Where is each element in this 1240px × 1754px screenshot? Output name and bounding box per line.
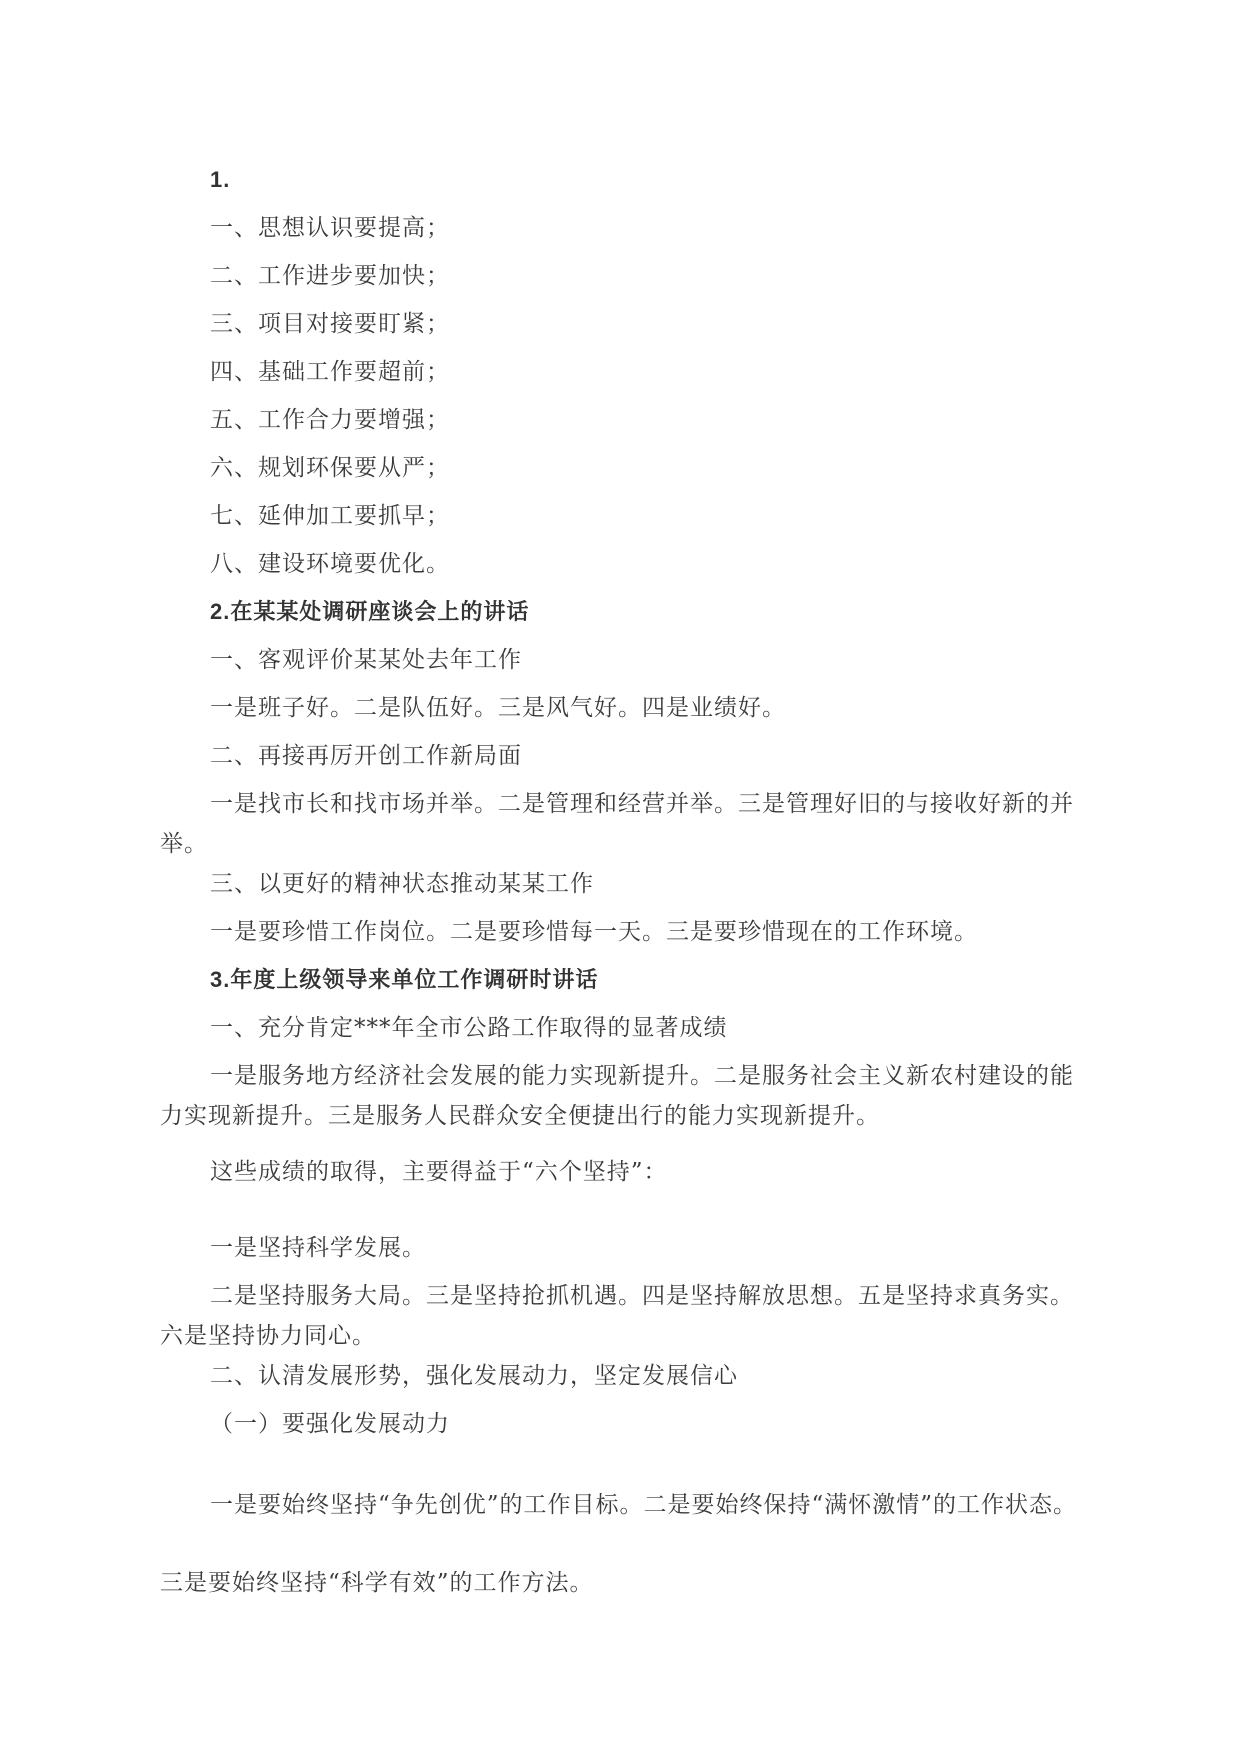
paragraph: 二是坚持服务大局。三是坚持抢抓机遇。四是坚持解放思想。五是坚持求真务实。六是坚持协力同心。 [160, 1283, 1074, 1349]
paragraph: 三、以更好的精神状态推动某某工作 [210, 871, 594, 897]
section1-heading: 1. [210, 167, 231, 192]
paragraph: （一）要强化发展动力 [210, 1411, 450, 1437]
paragraph: 一是要始终坚持“争先创优”的工作目标。二是要始终保持“满怀激情”的工作状态。三是要始终坚持“科学有效”的工作方法。 [160, 1492, 1078, 1596]
list-item: 一、思想认识要提高； [210, 215, 450, 241]
paragraph: 一、充分肯定***年全市公路工作取得的显著成绩 [210, 1015, 728, 1041]
list-item: 三、项目对接要盯紧； [210, 311, 450, 337]
paragraph: 一是服务地方经济社会发展的能力实现新提升。二是服务社会主义新农村建设的能力实现新提升。三是服务人民群众安全便捷出行的能力实现新提升。 [160, 1063, 1074, 1129]
list-item: 六、规划环保要从严； [210, 455, 450, 481]
list-item: 八、建设环境要优化。 [210, 551, 450, 577]
paragraph: 一是班子好。二是队伍好。三是风气好。四是业绩好。 [210, 695, 786, 721]
list-item: 五、工作合力要增强； [210, 407, 450, 433]
paragraph: 一是坚持科学发展。 [210, 1235, 426, 1261]
section3-heading: 3.年度上级领导来单位工作调研时讲话 [210, 967, 599, 992]
paragraph: 一、客观评价某某处去年工作 [210, 647, 522, 673]
paragraph: 一是找市长和找市场并举。二是管理和经营并举。三是管理好旧的与接收好新的并举。 [160, 791, 1074, 857]
paragraph: 二、再接再厉开创工作新局面 [210, 743, 522, 769]
list-item: 二、工作进步要加快； [210, 263, 450, 289]
section2-heading: 2.在某某处调研座谈会上的讲话 [210, 599, 530, 624]
paragraph: 二、认清发展形势，强化发展动力，坚定发展信心 [210, 1363, 738, 1389]
paragraph: 一是要珍惜工作岗位。二是要珍惜每一天。三是要珍惜现在的工作环境。 [210, 919, 978, 945]
list-item: 七、延伸加工要抓早； [210, 503, 450, 529]
paragraph: 这些成绩的取得，主要得益于“六个坚持”： [210, 1159, 668, 1185]
list-item: 四、基础工作要超前； [210, 359, 450, 385]
